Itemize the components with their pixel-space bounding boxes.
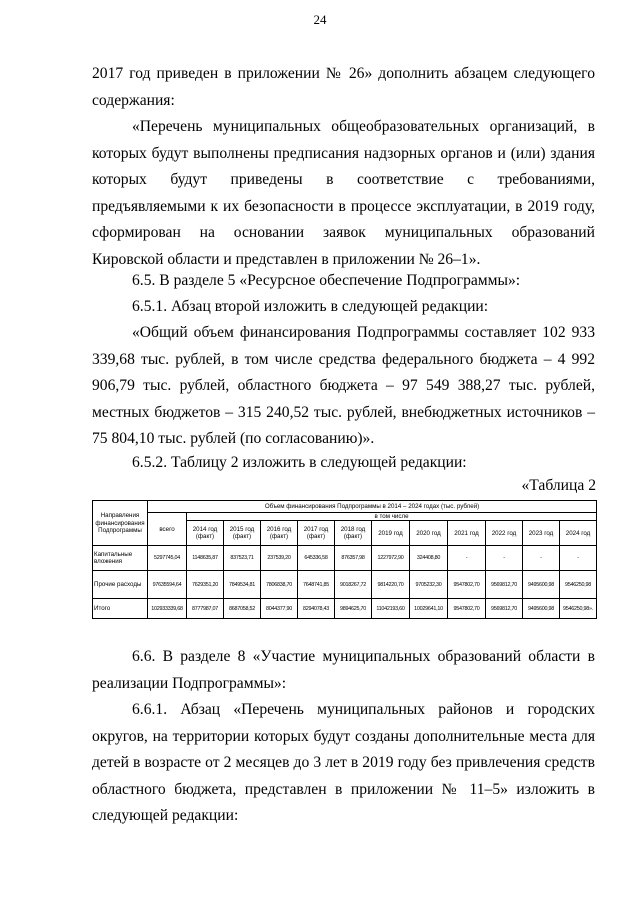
cell-value: 837523,71 <box>224 546 261 571</box>
row-label: Итого <box>93 599 148 619</box>
cell-value: 9546250,98». <box>560 599 597 619</box>
cell-value: - <box>523 546 560 571</box>
corner-header: Направления финансирования Подпрограммы <box>93 501 148 546</box>
cell-value: 9569812,70 <box>486 599 523 619</box>
cell-value: - <box>560 546 597 571</box>
row-total: 102933339,68 <box>148 599 187 619</box>
group-header: Объем финансирования Подпрограммы в 2014 – 2024 годах (тыс. рублей) <box>148 501 597 513</box>
cell-value: 9495600,98 <box>523 571 560 599</box>
year-header: 2019 год <box>372 521 410 546</box>
page-number: 24 <box>313 12 327 27</box>
cell-value: 9546250,98 <box>560 571 597 599</box>
cell-value: 9569812,70 <box>486 571 523 599</box>
cell-value: 8044377,90 <box>261 599 298 619</box>
table-caption: «Таблица 2 <box>521 477 596 494</box>
year-header: 2020 год <box>410 521 448 546</box>
year-header: 2023 год <box>523 521 560 546</box>
cell-value: 237539,20 <box>261 546 298 571</box>
cell-value: - <box>486 546 523 571</box>
year-header: 2021 год <box>448 521 486 546</box>
subgroup-header: в том числе <box>187 513 597 521</box>
year-header: 2022 год <box>486 521 523 546</box>
cell-value: 9814220,70 <box>372 571 410 599</box>
cell-value: 645336,58 <box>298 546 335 571</box>
row-label: Прочие расходы <box>93 571 148 599</box>
cell-value: 8294078,43 <box>298 599 335 619</box>
paragraph-4: 6.5.1. Абзац второй изложить в следующей редакции: <box>132 298 489 315</box>
cell-value: 9547802,70 <box>448 571 486 599</box>
year-header: 2024 год <box>560 521 597 546</box>
cell-value: 11042193,60 <box>372 599 410 619</box>
cell-value: 9705232,30 <box>410 571 448 599</box>
paragraph-3: 6.5. В разделе 5 «Ресурсное обеспечение Подпрограммы»: <box>132 272 521 289</box>
financing-table <box>92 500 597 619</box>
year-header: 2014 год (факт) <box>187 521 224 546</box>
row-label: Капитальные вложения <box>93 546 148 571</box>
cell-value: 9495600,98 <box>523 599 560 619</box>
cell-value: 7629351,20 <box>187 571 224 599</box>
paragraph-2: «Перечень муниципальных общеобразовательных организаций, в которых будут выполнены предписания надзорных органов и (или) здания которых будут приведены в соответствие с требованиями, предъявляемыми к их безопасности в процессе эксплуатации, в 2019 году, сформирован на основании заявок муниципальных образований Кировской области и представлен в приложении № 26–1». <box>92 118 595 268</box>
cell-value: - <box>448 546 486 571</box>
table-row <box>93 571 597 599</box>
table-row <box>93 599 597 619</box>
cell-value: 9547802,70 <box>448 599 486 619</box>
year-header: 2016 год (факт) <box>261 521 298 546</box>
cell-value: 9018267,72 <box>335 571 372 599</box>
cell-value: 1148635,87 <box>187 546 224 571</box>
paragraph-8: 6.6.1. Абзац «Перечень муниципальных районов и городских округов, на территории которых будут созданы дополнительные места для детей в возрасте от 2 месяцев до 3 лет в 2019 году без привлечения средств областного бюджета, представлен в приложении № 11–5» изложить в следующей редакции: <box>92 701 595 825</box>
row-total: 5297745,04 <box>148 546 187 571</box>
cell-value: 7806838,70 <box>261 571 298 599</box>
year-header: 2015 год (факт) <box>224 521 261 546</box>
table-row <box>93 546 597 571</box>
year-header: 2018 год (факт) <box>335 521 372 546</box>
cell-value: 10029641,10 <box>410 599 448 619</box>
cell-value: 324408,80 <box>410 546 448 571</box>
cell-value: 7849534,81 <box>224 571 261 599</box>
cell-value: 7648741,85 <box>298 571 335 599</box>
cell-value: 8777987,07 <box>187 599 224 619</box>
cell-value: 1227972,90 <box>372 546 410 571</box>
cell-value: 8687058,52 <box>224 599 261 619</box>
total-header: всего <box>148 513 187 546</box>
paragraph-6: 6.5.2. Таблицу 2 изложить в следующей редакции: <box>132 454 467 471</box>
paragraph-7: 6.6. В разделе 8 «Участие муниципальных образований области в реализации Подпрограммы»: <box>92 648 595 692</box>
cell-value: 876357,98 <box>335 546 372 571</box>
year-header: 2017 год (факт) <box>298 521 335 546</box>
row-total: 97635594,64 <box>148 571 187 599</box>
paragraph-5: «Общий объем финансирования Подпрограммы составляет 102 933 339,68 тыс. рублей, в том числе средства федерального бюджета – 4 992 906,79 тыс. рублей, областного бюджета – 97 549 388,27 тыс. рублей, местных бюджетов – 315 240,52 тыс. рублей, внебюджетных источников – 75 804,10 тыс. рублей (по согласованию)». <box>92 324 595 448</box>
cell-value: 9894625,70 <box>335 599 372 619</box>
paragraph-1: 2017 год приведен в приложении № 26» дополнить абзацем следующего содержания: <box>92 65 595 109</box>
